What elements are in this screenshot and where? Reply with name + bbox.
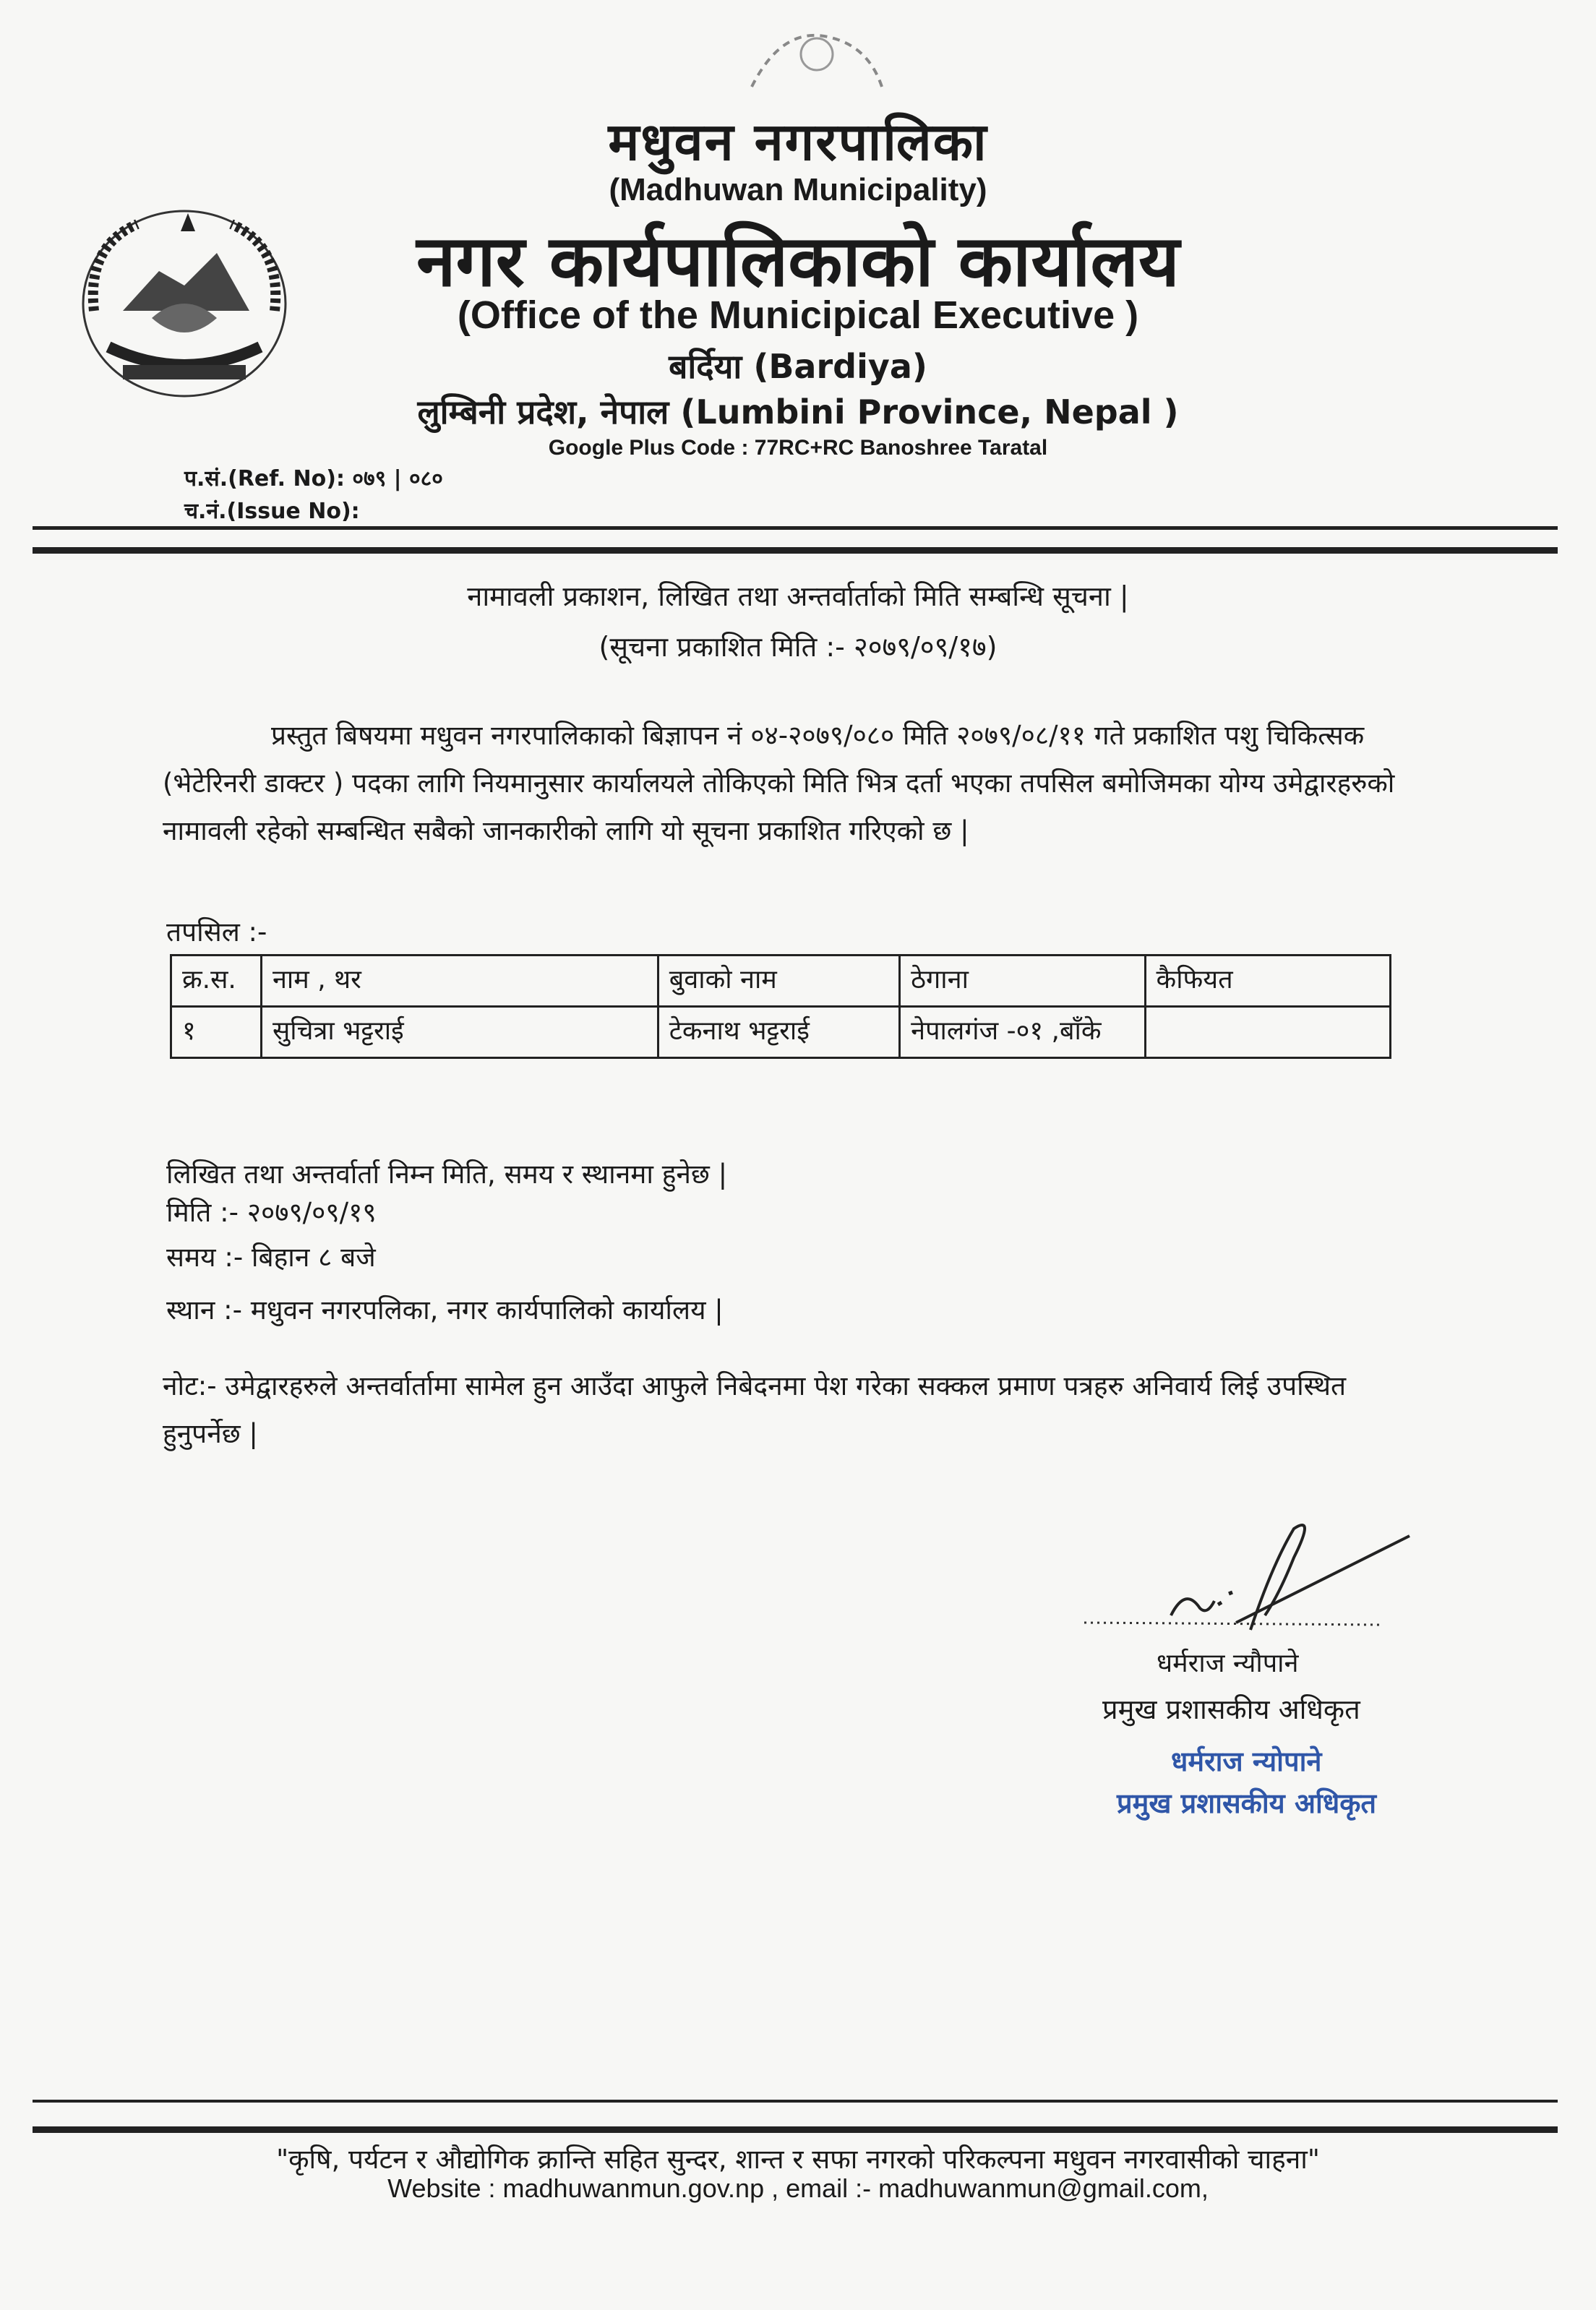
- notice-subject: नामावली प्रकाशन, लिखित तथा अन्तर्वार्ताको मिति सम्बन्धि सूचना |: [467, 580, 1129, 612]
- header-cell-serial: क्र.स.: [171, 956, 262, 1007]
- header-divider-thick: [33, 547, 1558, 554]
- issue-number: च.नं.(Issue No):: [184, 499, 360, 524]
- header-divider: [33, 526, 1558, 530]
- org-name-nepali: मधुवन नगरपालिका: [608, 111, 988, 172]
- notice-paragraph: प्रस्तुत बिषयमा मधुवन नगरपालिकाको बिज्ञापन नं ०४-२०७९/०८० मिति २०७९/०८/११ गते प्रकाशित पशु चिकित्सक (भेटेरिनरी डाक्टर ) पदका लागि नियमानुसार कार्यालयले तोकिएको मिति भित्र दर्ता भएका तपसिल बमोजिमका योग्य उमेद्वारहरुको नामावली रहेको सम्बन्धित सबैको जानकारीको लागि यो सूचना प्रकाशित गरिएको छ |: [163, 720, 1395, 846]
- district: बर्दिया (Bardiya): [669, 347, 927, 386]
- exam-place: स्थान :- मधुवन नगरपलिका, नगर कार्यपालिको कार्यालय |: [166, 1294, 724, 1326]
- header-cell-name: नाम , थर: [261, 956, 658, 1007]
- table-header-row: [171, 956, 1391, 1007]
- exam-note: नोट:- उमेद्वारहरुले अन्तर्वार्तामा सामेल हुन आउँदा आफुले निबेदनमा पेश गरेका सक्कल प्रमाण पत्रहरु अनिवार्य लिई उपस्थित हुनुपर्नेछ |: [163, 1370, 1347, 1449]
- table-row: [171, 1007, 1391, 1058]
- footer-slogan: "कृषि, पर्यटन र औद्योगिक क्रान्ति सहित सुन्दर, शान्त र सफा नगरको परिकल्पना मधुवन नगरवासीको चाहना": [276, 2144, 1320, 2175]
- office-name-nepali: नगर कार्यपालिकाको कार्यालय: [416, 220, 1180, 303]
- published-date: (सूचना प्रकाशित मिति :- २०७९/०९/१७): [598, 631, 998, 663]
- signatory-title: प्रमुख प्रशासकीय अधिकृत: [1102, 1693, 1360, 1725]
- org-name-english: (Madhuwan Municipality): [609, 172, 987, 207]
- footer-website: Website : madhuwanmun.gov.np , email :- madhuwanmun@gmail.com,: [387, 2173, 1209, 2203]
- cell-address: नेपालगंज -०१ ,बाँके: [900, 1007, 1145, 1058]
- cell-remarks: [1145, 1007, 1390, 1058]
- stamp-name: धर्मराज न्योपाने: [1171, 1746, 1322, 1777]
- header-cell-remarks: कैफियत: [1145, 956, 1390, 1007]
- stamp-title: प्रमुख प्रशासकीय अधिकृत: [1117, 1787, 1377, 1819]
- header-cell-address: ठेगाना: [900, 956, 1145, 1007]
- cell-serial: १: [171, 1007, 262, 1058]
- schedule-label: तपसिल :-: [166, 916, 267, 948]
- candidate-table: [170, 954, 1391, 1059]
- province: लुम्बिनी प्रदेश, नेपाल (Lumbini Province, Nepal ): [417, 392, 1179, 431]
- exam-date: मिति :- २०७९/०९/१९: [166, 1197, 377, 1228]
- cell-name: सुचित्रा भट्टराई: [261, 1007, 658, 1058]
- exam-intro: लिखित तथा अन्तर्वार्ता निम्न मिति, समय र स्थानमा हुनेछ |: [166, 1159, 728, 1190]
- cell-father: टेकनाथ भट्टराई: [658, 1007, 899, 1058]
- handwritten-signature: [1077, 1507, 1424, 1652]
- footer-divider-thick: [33, 2126, 1558, 2133]
- office-name-english: (Office of the Municipical Executive ): [457, 293, 1139, 337]
- faded-watermark: [737, 22, 896, 101]
- signatory-name: धर्मराज न्यौपाने: [1157, 1649, 1299, 1678]
- exam-time: समय :- बिहान ८ बजे: [166, 1242, 376, 1273]
- footer-divider: [33, 2100, 1558, 2103]
- plus-code: Google Plus Code : 77RC+RC Banoshree Taratal: [548, 436, 1048, 460]
- reference-number: प.सं.(Ref. No): ०७९ | ०८०: [184, 466, 443, 491]
- header-cell-father: बुवाको नाम: [658, 956, 899, 1007]
